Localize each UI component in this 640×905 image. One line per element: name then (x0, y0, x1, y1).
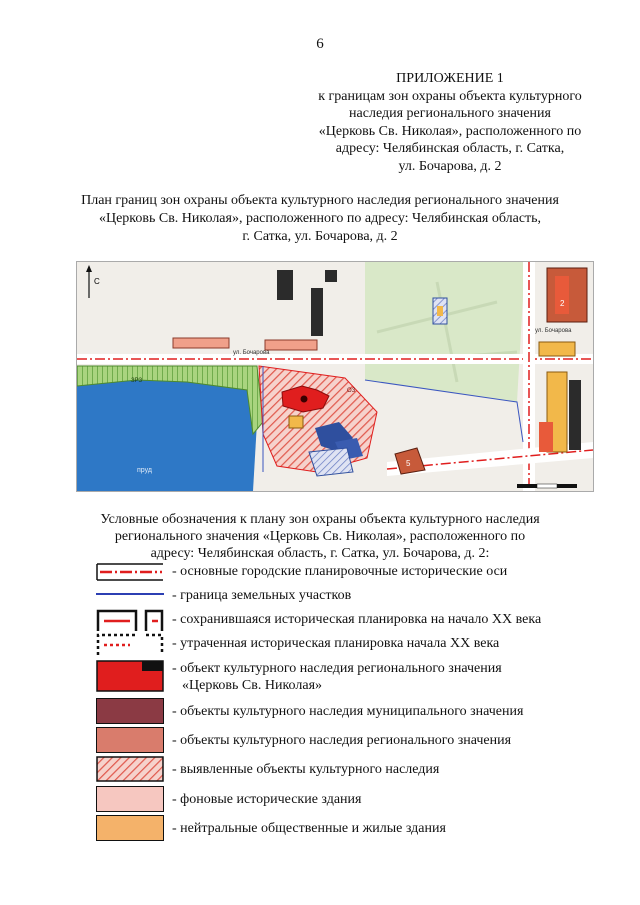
legend-label: - выявленные объекты культурного наследия (172, 762, 440, 777)
legend-swatch-axes (96, 562, 164, 582)
legend-label: - нейтральные общественные и жилые здания (172, 821, 446, 836)
legend-label: - утраченная историческая планировка начала XX века (172, 636, 500, 651)
legend-label: - основные городские планировочные исторические оси (172, 564, 508, 579)
pond-label: пруд (137, 467, 152, 474)
plan-title-line: г. Сатка, ул. Бочарова, д. 2 (242, 229, 398, 244)
north-label: С (94, 277, 100, 286)
street-label: ул. Бочарова (233, 350, 270, 356)
street-label-right: ул. Бочарова (535, 328, 572, 334)
appendix-line: адресу: Челябинская область, г. Сатка, (335, 141, 565, 156)
zone-label: ЗРЗ (131, 378, 143, 384)
legend-swatch-boundary (96, 589, 164, 599)
legend-swatch-lost-planning (96, 633, 164, 655)
dark-building (277, 270, 293, 300)
legend-swatch-preserved-planning (96, 609, 164, 631)
background-building (173, 338, 229, 348)
legend-swatch-church (96, 660, 164, 692)
legend-label: - объект культурного наследия регионального значения (172, 661, 502, 676)
legend-label: - объекты культурного наследия регионального значения (172, 733, 512, 748)
appendix-line: ул. Бочарова, д. 2 (398, 158, 502, 174)
protection-zones-map (76, 261, 594, 492)
appendix-title: ПРИЛОЖЕНИЕ 1 (396, 71, 504, 86)
appendix-header (290, 70, 610, 175)
legend-label: - сохранившаяся историческая планировка на начало XX века (172, 612, 542, 627)
map-drawing (77, 262, 593, 491)
park-area (365, 262, 525, 402)
legend-title-line: Условные обозначения к плану зон охраны объекта культурного наследия (100, 512, 540, 527)
legend-title-line: адресу: Челябинская область, г. Сатка, ул. Бочарова, д. 2: (150, 546, 490, 561)
legend-title-line: регионального значения «Церковь Св. Николая», расположенного по (114, 529, 526, 544)
legend-swatch-background (96, 786, 164, 812)
appendix-line: к границам зон охраны объекта культурного (318, 88, 582, 104)
legend-label: - объекты культурного наследия муниципального значения (172, 704, 524, 719)
appendix-line: наследия регионального значения (349, 106, 551, 121)
plan-title-line: «Церковь Св. Николая», расположенного по адресу: Челябинская область, (98, 211, 542, 226)
page-number: 6 (316, 36, 324, 52)
legend-label: - фоновые исторические здания (172, 792, 362, 807)
building-number: 5 (406, 459, 411, 468)
building-number: 2 (560, 299, 565, 308)
pond (77, 380, 257, 491)
plan-title-line: План границ зон охраны объекта культурного наследия регионального значения (81, 193, 559, 208)
legend-swatch-identified (96, 756, 164, 782)
legend-label: «Церковь Св. Николая» (182, 678, 323, 693)
plan-title (20, 192, 620, 246)
appendix-line: «Церковь Св. Николая», расположенного по (318, 123, 582, 139)
legend-label: - граница земельных участков (172, 588, 352, 603)
legend-swatch-municipal (96, 698, 164, 724)
legend-title (40, 511, 600, 562)
legend-swatch-regional (96, 727, 164, 753)
legend-swatch-neutral (96, 815, 164, 841)
zone-label: ОЗ (347, 388, 356, 394)
